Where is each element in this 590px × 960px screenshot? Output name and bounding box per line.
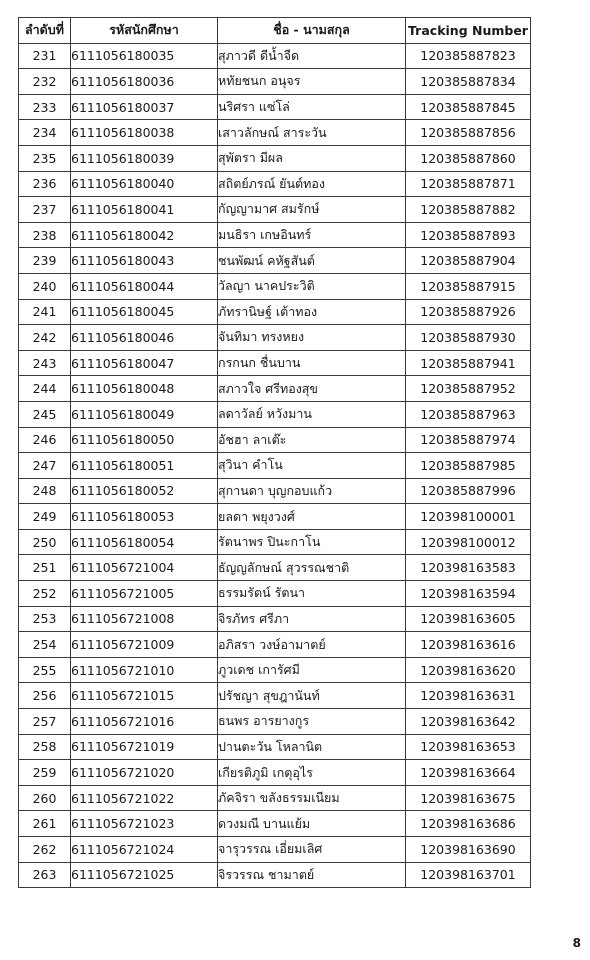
header-order-number: ลำดับที่ (19, 18, 71, 44)
cell-full-name: ยลดา พยุงวงศ์ (218, 504, 406, 530)
cell-order-number: 246 (19, 427, 71, 453)
cell-student-id: 6111056721025 (71, 862, 218, 888)
cell-tracking-number: 120398163616 (406, 632, 531, 658)
header-tracking-number: Tracking Number (406, 18, 531, 44)
cell-order-number: 252 (19, 581, 71, 607)
cell-order-number: 240 (19, 273, 71, 299)
cell-full-name: ธัญญลักษณ์ สุวรรณชาติ (218, 555, 406, 581)
cell-order-number: 231 (19, 43, 71, 69)
cell-student-id: 6111056180035 (71, 43, 218, 69)
cell-order-number: 242 (19, 325, 71, 351)
cell-tracking-number: 120385887856 (406, 120, 531, 146)
cell-full-name: หทัยชนก อนุจร (218, 69, 406, 95)
cell-student-id: 6111056180050 (71, 427, 218, 453)
cell-student-id: 6111056180041 (71, 197, 218, 223)
cell-tracking-number: 120398163620 (406, 657, 531, 683)
cell-tracking-number: 120385887974 (406, 427, 531, 453)
cell-full-name: จารุวรรณ เอี่ยมเลิศ (218, 837, 406, 863)
cell-order-number: 239 (19, 248, 71, 274)
cell-student-id: 6111056180051 (71, 453, 218, 479)
cell-full-name: อัชฮา ลาเต๊ะ (218, 427, 406, 453)
cell-tracking-number: 120398163664 (406, 760, 531, 786)
cell-student-id: 6111056180043 (71, 248, 218, 274)
cell-full-name: สุวินา คำโน (218, 453, 406, 479)
cell-student-id: 6111056721019 (71, 734, 218, 760)
cell-full-name: ลดาวัลย์ หวังมาน (218, 401, 406, 427)
cell-student-id: 6111056180046 (71, 325, 218, 351)
cell-full-name: จิรภัทร ศรีภา (218, 606, 406, 632)
cell-order-number: 244 (19, 376, 71, 402)
cell-full-name: สถิตย์ภรณ์ ยันต์ทอง (218, 171, 406, 197)
page-number: 8 (572, 936, 581, 950)
cell-order-number: 232 (19, 69, 71, 95)
cell-student-id: 6111056180045 (71, 299, 218, 325)
cell-order-number: 238 (19, 222, 71, 248)
cell-order-number: 247 (19, 453, 71, 479)
cell-tracking-number: 120385887845 (406, 94, 531, 120)
cell-tracking-number: 120385887915 (406, 273, 531, 299)
cell-order-number: 250 (19, 529, 71, 555)
cell-tracking-number: 120385887823 (406, 43, 531, 69)
cell-tracking-number: 120398163642 (406, 709, 531, 735)
cell-full-name: นริศรา แซ่โล่ (218, 94, 406, 120)
tracking-table (18, 17, 531, 888)
cell-full-name: กรกนก ชื่นบาน (218, 350, 406, 376)
table-row (19, 862, 531, 888)
cell-student-id: 6111056180053 (71, 504, 218, 530)
header-full-name: ชื่อ - นามสกุล (218, 18, 406, 44)
cell-order-number: 257 (19, 709, 71, 735)
cell-full-name: ดวงมณี บานแย้ม (218, 811, 406, 837)
cell-order-number: 233 (19, 94, 71, 120)
cell-full-name: ปรัชญา สุขฎานันท์ (218, 683, 406, 709)
cell-student-id: 6111056721015 (71, 683, 218, 709)
cell-full-name: จิรวรรณ ชามาตย์ (218, 862, 406, 888)
cell-tracking-number: 120398163690 (406, 837, 531, 863)
cell-student-id: 6111056721023 (71, 811, 218, 837)
cell-order-number: 261 (19, 811, 71, 837)
table-row (19, 657, 531, 683)
table-row (19, 734, 531, 760)
cell-full-name: ชนพัฒน์ คหัฐสันต์ (218, 248, 406, 274)
table-row (19, 427, 531, 453)
cell-order-number: 237 (19, 197, 71, 223)
cell-student-id: 6111056180048 (71, 376, 218, 402)
cell-student-id: 6111056180049 (71, 401, 218, 427)
cell-student-id: 6111056180044 (71, 273, 218, 299)
cell-order-number: 254 (19, 632, 71, 658)
cell-full-name: มนธิรา เกษอินทร์ (218, 222, 406, 248)
cell-student-id: 6111056180039 (71, 145, 218, 171)
table-row (19, 248, 531, 274)
table-row (19, 837, 531, 863)
cell-student-id: 6111056721010 (71, 657, 218, 683)
cell-order-number: 249 (19, 504, 71, 530)
table-header-row (19, 18, 531, 44)
cell-order-number: 236 (19, 171, 71, 197)
cell-tracking-number: 120385887882 (406, 197, 531, 223)
cell-student-id: 6111056721005 (71, 581, 218, 607)
cell-student-id: 6111056180042 (71, 222, 218, 248)
cell-tracking-number: 120385887963 (406, 401, 531, 427)
cell-full-name: ภัทรานิษฐ์ เต้าทอง (218, 299, 406, 325)
cell-order-number: 262 (19, 837, 71, 863)
cell-full-name: สุพัตรา มีผล (218, 145, 406, 171)
cell-full-name: เกียรติภูมิ เกตุอุไร (218, 760, 406, 786)
cell-full-name: ธนพร อารยางกูร (218, 709, 406, 735)
table-row (19, 709, 531, 735)
cell-student-id: 6111056180054 (71, 529, 218, 555)
cell-order-number: 248 (19, 478, 71, 504)
cell-tracking-number: 120385887985 (406, 453, 531, 479)
cell-tracking-number: 120398163675 (406, 785, 531, 811)
cell-student-id: 6111056721004 (71, 555, 218, 581)
cell-order-number: 251 (19, 555, 71, 581)
table-row (19, 478, 531, 504)
table-row (19, 785, 531, 811)
table-row (19, 529, 531, 555)
table-row (19, 145, 531, 171)
cell-tracking-number: 120385887860 (406, 145, 531, 171)
cell-tracking-number: 120385887941 (406, 350, 531, 376)
table-row (19, 376, 531, 402)
cell-order-number: 245 (19, 401, 71, 427)
cell-tracking-number: 120398163701 (406, 862, 531, 888)
cell-full-name: กัญญามาศ สมรักษ์ (218, 197, 406, 223)
table-row (19, 760, 531, 786)
cell-order-number: 260 (19, 785, 71, 811)
table-row (19, 69, 531, 95)
table-row (19, 504, 531, 530)
cell-tracking-number: 120385887904 (406, 248, 531, 274)
cell-full-name: ภัคจิรา ขลังธรรมเนียม (218, 785, 406, 811)
cell-tracking-number: 120385887834 (406, 69, 531, 95)
cell-student-id: 6111056721024 (71, 837, 218, 863)
cell-student-id: 6111056721020 (71, 760, 218, 786)
header-student-id: รหัสนักศึกษา (71, 18, 218, 44)
cell-order-number: 258 (19, 734, 71, 760)
cell-tracking-number: 120398163594 (406, 581, 531, 607)
cell-order-number: 235 (19, 145, 71, 171)
cell-tracking-number: 120385887871 (406, 171, 531, 197)
table-row (19, 325, 531, 351)
cell-tracking-number: 120385887893 (406, 222, 531, 248)
cell-full-name: รัตนาพร ปินะกาโน (218, 529, 406, 555)
table-row (19, 273, 531, 299)
cell-tracking-number: 120398163631 (406, 683, 531, 709)
table-row (19, 555, 531, 581)
table-row (19, 606, 531, 632)
cell-order-number: 256 (19, 683, 71, 709)
cell-full-name: จันทิมา ทรงหยง (218, 325, 406, 351)
cell-full-name: วัลญา นาคประวิติ (218, 273, 406, 299)
cell-full-name: ธรรมรัตน์ รัตนา (218, 581, 406, 607)
cell-student-id: 6111056180047 (71, 350, 218, 376)
table-row (19, 94, 531, 120)
cell-tracking-number: 120398163686 (406, 811, 531, 837)
cell-student-id: 6111056180052 (71, 478, 218, 504)
cell-full-name: อภิสรา วงษ์อามาตย์ (218, 632, 406, 658)
cell-order-number: 263 (19, 862, 71, 888)
cell-student-id: 6111056180038 (71, 120, 218, 146)
cell-full-name: ภูวเดช เการัศมี (218, 657, 406, 683)
table-row (19, 401, 531, 427)
cell-tracking-number: 120385887996 (406, 478, 531, 504)
table-row (19, 197, 531, 223)
cell-order-number: 259 (19, 760, 71, 786)
cell-tracking-number: 120398100001 (406, 504, 531, 530)
cell-tracking-number: 120385887952 (406, 376, 531, 402)
table-row (19, 299, 531, 325)
cell-tracking-number: 120398163605 (406, 606, 531, 632)
table-row (19, 581, 531, 607)
cell-order-number: 241 (19, 299, 71, 325)
cell-order-number: 243 (19, 350, 71, 376)
table-row (19, 222, 531, 248)
cell-tracking-number: 120398100012 (406, 529, 531, 555)
cell-student-id: 6111056721022 (71, 785, 218, 811)
cell-full-name: เสาวลักษณ์ สาระวัน (218, 120, 406, 146)
table-row (19, 811, 531, 837)
table-row (19, 632, 531, 658)
cell-tracking-number: 120398163653 (406, 734, 531, 760)
cell-order-number: 234 (19, 120, 71, 146)
table-row (19, 120, 531, 146)
cell-tracking-number: 120385887926 (406, 299, 531, 325)
cell-student-id: 6111056721009 (71, 632, 218, 658)
cell-full-name: สุกานดา บุญกอบแก้ว (218, 478, 406, 504)
cell-student-id: 6111056180037 (71, 94, 218, 120)
cell-full-name: ปานตะวัน โหลานิต (218, 734, 406, 760)
cell-student-id: 6111056721016 (71, 709, 218, 735)
table-row (19, 43, 531, 69)
table-row (19, 171, 531, 197)
table-row (19, 350, 531, 376)
cell-full-name: สภาวใจ ศรีทองสุข (218, 376, 406, 402)
cell-student-id: 6111056180036 (71, 69, 218, 95)
cell-tracking-number: 120385887930 (406, 325, 531, 351)
cell-tracking-number: 120398163583 (406, 555, 531, 581)
table-row (19, 683, 531, 709)
cell-order-number: 253 (19, 606, 71, 632)
cell-student-id: 6111056180040 (71, 171, 218, 197)
cell-full-name: สุภาวดี ดีน้ำจืด (218, 43, 406, 69)
cell-student-id: 6111056721008 (71, 606, 218, 632)
table-row (19, 453, 531, 479)
cell-order-number: 255 (19, 657, 71, 683)
